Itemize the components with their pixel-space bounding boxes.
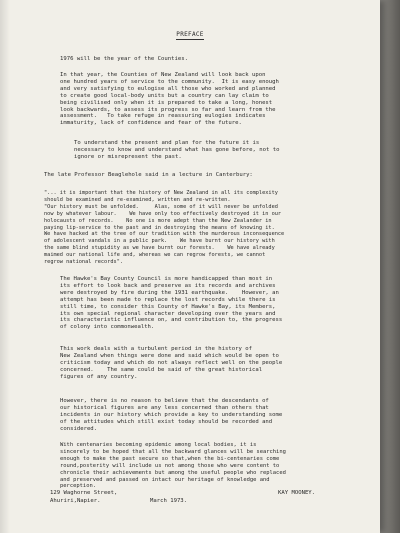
paragraph-6: The Hawke's Bay County Council is more handicapped than most in its effort to look back and preserve as its records and archives were destroyed by fire during the 1931 earthquake. However, an attempt has been made to replace the lost records while there is still time, to consider this County of Hawke's Bay, its Members, its own special regional character developing over the years and its characteristic influence on, and contribution to, the progress of colony into commonwealth. [60, 276, 283, 331]
paragraph-4: The late Professor Beaglehole said in a lecture in Canterbury: [44, 172, 253, 178]
page-title [0, 32, 380, 40]
paragraph-1: 1976 will be the year of the Counties. [60, 56, 188, 62]
page-edge-shadow [380, 0, 400, 533]
paragraph-2: In that year, the Counties of New Zealand will look back upon one hundred years of service to the community. It is easy enough and very satisfying to eulogise all those who worked and planned to create good local-body units but a country can lay claim to being civilised only when it is prepared to take a long, honest look backwards, to assess its progress so far and learn from the assessment. To take refuge in reassuring eulogies indicates immaturity, lack of confidence and fear of the future. [60, 72, 279, 127]
address-line-2: Ahuriri,Napier. [50, 498, 101, 504]
paragraph-3: To understand the present and plan for the future it is necessary to know and understand what has gone before, not to ignore or misrepresent the past. [74, 140, 280, 160]
preface-heading: PREFACE [176, 32, 203, 40]
paragraph-8: However, there is no reason to believe that the descendants of our historical figures are any less concerned than others that incidents in our history which provide a key to understanding some of the attitudes which still exist today should be recorded and considered. [60, 398, 283, 432]
paragraph-7: This work deals with a turbulent period in the history of New Zealand when things were done and said which would be open to criticism today and which do not always reflect well on the people concerned. The same could be said of the great historical figures of any country. [60, 346, 283, 380]
quotation-block: "... it is important that the history of New Zealand in all its complexity should be examined and re-examined, written and re-written. "Our history must be unfolded. Alas, some of it will never be unfolded now by whatever labour. We have only too effectively destroyed it in our holocausts of records. No one is more adept than the New Zealander in paying lip-service to the past and in destroying the means of knowing it. We have hacked at the tree of our tradition with the murderous inconsequence of adolescent vandals in a public park. We have burnt our history with the same blind stupidity as we have burnt our forests. We have already maimed our national life and, whereas we can regrow forests, we cannot regrow national records". [44, 190, 285, 266]
paragraph-9: With centenaries becoming epidemic among local bodies, it is sincerely to be hoped that all the backward glances will be searching enough to make the past secure so that,when the bi-centenaries come round,posterity will include us not among those who were content to chronicle their achievements but among the useful people who replaced and preserved and passed on intact our heritage of knowledge and perception. [60, 442, 286, 490]
author-name: KAY MOONEY. [278, 490, 316, 496]
signature-date: March 1973. [150, 498, 188, 504]
address-line-1: 129 Waghorne Street, [50, 490, 118, 496]
